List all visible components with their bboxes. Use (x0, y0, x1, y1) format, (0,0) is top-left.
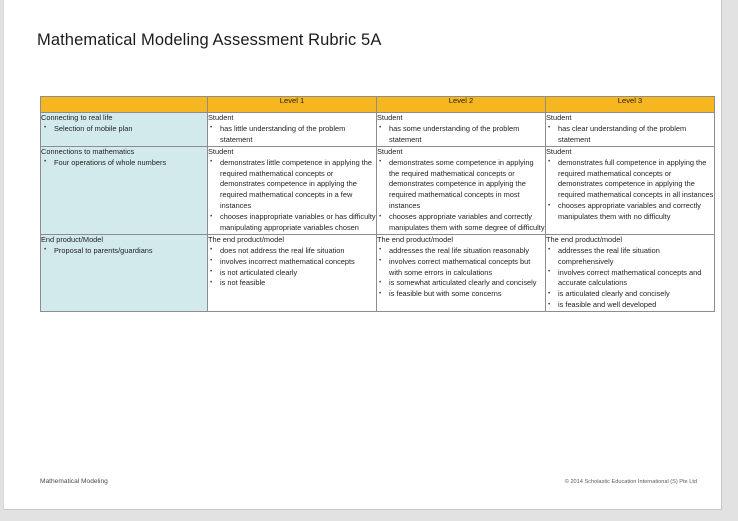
page-title: Mathematical Modeling Assessment Rubric 5A (37, 31, 382, 49)
level-bullet: • addresses the real life situation reasonably (377, 246, 545, 257)
level-lead-text: Student (377, 113, 403, 122)
criteria-bullet: • Four operations of whole numbers (41, 158, 207, 168)
level-bullet: • has clear understanding of the problem statement (546, 124, 714, 146)
document-sheet (3, 0, 722, 510)
level-2-cell (377, 113, 546, 147)
table-row (41, 146, 715, 234)
criteria-bullet-list (41, 124, 207, 134)
criteria-bullet-list (41, 246, 207, 256)
level-1-cell (208, 113, 377, 147)
level-bullet: • is not articulated clearly (208, 268, 376, 279)
criteria-title: Connecting to real life (41, 113, 113, 122)
table-header-row (41, 97, 715, 113)
level-bullet-list (546, 246, 714, 311)
level-bullet: • involves correct mathematical concepts but with some errors in calculations (377, 257, 545, 279)
criteria-cell (41, 146, 208, 234)
level-bullet-list (377, 124, 545, 146)
level-bullet: • is articulated clearly and concisely (546, 289, 714, 300)
criteria-bullet: • Selection of mobile plan (41, 124, 207, 134)
column-header-level-1: Level 1 (208, 97, 377, 113)
footer-left-text: Mathematical Modeling (40, 478, 108, 485)
level-lead-text: The end product/model (377, 234, 454, 244)
level-bullet: • is somewhat articulated clearly and concisely (377, 278, 545, 289)
level-bullet: • demonstrates little competence in applying the required mathematical concepts or demonstrates competence in applying the required mathematical concepts in a few instances (208, 158, 376, 212)
criteria-cell (41, 113, 208, 147)
level-bullet: • does not address the real life situation (208, 246, 376, 257)
level-2-cell (377, 146, 546, 234)
level-1-cell (208, 234, 377, 311)
rubric-table (40, 96, 715, 312)
level-3-cell (546, 146, 715, 234)
level-bullet: • is feasible but with some concerns (377, 289, 545, 300)
level-bullet: • chooses inappropriate variables or has difficulty manipulating appropriate variables chosen (208, 212, 376, 234)
level-bullet: • is not feasible (208, 278, 376, 289)
table-row (41, 113, 715, 147)
criteria-bullet: • Proposal to parents/guardians (41, 246, 207, 256)
table-body (41, 113, 715, 312)
criteria-cell (41, 234, 208, 311)
level-bullet: • has some understanding of the problem statement (377, 124, 545, 146)
level-lead-text: Student (546, 113, 572, 122)
level-1-cell (208, 146, 377, 234)
level-bullet-list (377, 246, 545, 300)
column-header-level-3: Level 3 (546, 97, 715, 113)
level-2-cell (377, 234, 546, 311)
level-bullet-list (546, 158, 714, 223)
level-lead-text: The end product/model (208, 234, 285, 244)
level-bullet: • involves correct mathematical concepts and accurate calculations (546, 268, 714, 290)
level-lead-text: Student (208, 113, 234, 122)
column-header-criteria (41, 97, 208, 113)
level-bullet-list (208, 246, 376, 290)
level-bullet: • demonstrates some competence in applying the required mathematical concepts or demonstrates competence in applying the required mathematical concepts in most instances (377, 158, 545, 212)
level-lead-text: Student (377, 146, 403, 156)
level-bullet-list (546, 124, 714, 146)
level-bullet: • chooses appropriate variables and correctly manipulates them with no difficulty (546, 201, 714, 223)
criteria-title: End product/Model (41, 234, 104, 244)
level-bullet: • involves incorrect mathematical concepts (208, 257, 376, 268)
column-header-level-2: Level 2 (377, 97, 546, 113)
criteria-bullet-list (41, 158, 207, 168)
level-3-cell (546, 234, 715, 311)
level-bullet: • demonstrates full competence in applying the required mathematical concepts or demonstrates competence in applying the required mathematical concepts in all instances (546, 158, 714, 202)
table-header (41, 97, 715, 113)
level-3-cell (546, 113, 715, 147)
level-bullet: • chooses appropriate variables and correctly manipulates them with some degree of difficulty (377, 212, 545, 234)
level-bullet-list (208, 158, 376, 234)
level-lead-text: The end product/model (546, 234, 623, 244)
level-bullet: • is feasible and well developed (546, 300, 714, 311)
level-bullet-list (377, 158, 545, 234)
criteria-title: Connections to mathematics (41, 146, 135, 156)
level-bullet: • addresses the real life situation comprehensively (546, 246, 714, 268)
level-bullet: • has little understanding of the problem statement (208, 124, 376, 146)
footer-copyright: © 2014 Scholastic Education International (S) Pte Ltd (564, 479, 697, 485)
table-row (41, 234, 715, 311)
level-lead-text: Student (546, 146, 572, 156)
level-lead-text: Student (208, 146, 234, 156)
level-bullet-list (208, 124, 376, 146)
